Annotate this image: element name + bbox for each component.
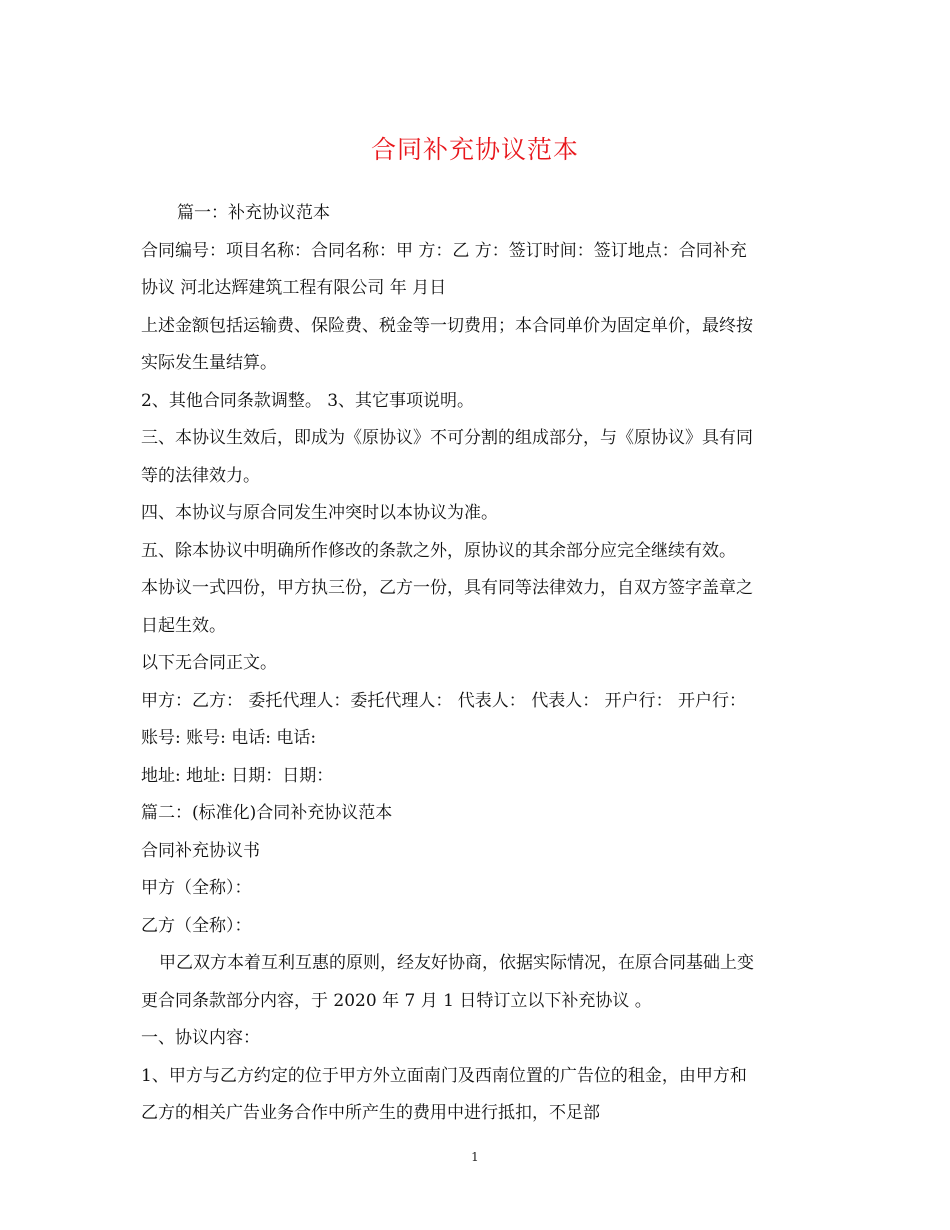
signature-line: 甲方：乙方： 委托代理人：委托代理人： 代表人： 代表人： 开户行： 开户行： <box>141 690 747 711</box>
document-title: 合同补充协议范本 <box>370 135 579 164</box>
paragraph-line: 本协议一式四份，甲方执三份，乙方一份，具有同等法律效力，自双方签字盖章之 <box>141 578 753 598</box>
paragraph-line: 甲乙双方本着互利互惠的原则，经友好协商，依据实际情况，在原合同基础上变 <box>159 953 754 973</box>
paragraph-line: 2、其他合同条款调整。 3、其它事项说明。 <box>141 390 475 411</box>
paragraph-line: 更合同条款部分内容，于 2020 年 7 月 1 日特订立以下补充协议 。 <box>141 990 652 1011</box>
paragraph-line: 四、本协议与原合同发生冲突时以本协议为准。 <box>141 503 498 523</box>
paragraph-line: 乙方的相关广告业务合作中所产生的费用中进行抵扣，不足部 <box>141 1103 600 1123</box>
section-heading-1: 篇一：补充协议范本 <box>177 203 330 223</box>
party-a-line: 甲方（全称）： <box>141 878 252 898</box>
page-number: 1 <box>471 1150 479 1164</box>
signature-line: 账号: 账号: 电话: 电话: <box>141 728 317 748</box>
paragraph-line: 合同补充协议书 <box>141 840 260 861</box>
paragraph-line: 等的法律效力。 <box>141 465 260 486</box>
paragraph-line: 三、本协议生效后，即成为《原协议》不可分割的组成部分，与《原协议》具有同 <box>141 428 753 448</box>
paragraph-line: 以下无合同正文。 <box>141 653 277 673</box>
document-body <box>141 203 821 1141</box>
signature-line: 地址: 地址: 日期：日期： <box>141 765 334 786</box>
paragraph-line: 合同编号：项目名称：合同名称：甲 方：乙 方：签订时间：签订地点：合同补充 <box>141 240 747 261</box>
paragraph-line: 1、甲方与乙方约定的位于甲方外立面南门及西南位置的广告位的租金，由甲方和 <box>141 1065 747 1086</box>
paragraph-line: 上述金额包括运输费、保险费、税金等一切费用；本合同单价为固定单价，最终按 <box>141 315 753 336</box>
section-heading-2: 篇二：(标准化)合同补充协议范本 <box>141 803 393 823</box>
paragraph-line: 五、除本协议中明确所作修改的条款之外，原协议的其余部分应完全继续有效。 <box>141 540 736 561</box>
paragraph-line: 协议 河北达辉建筑工程有限公司 年 月日 <box>141 278 447 298</box>
paragraph-line: 日起生效。 <box>141 615 226 636</box>
party-b-line: 乙方（全称）： <box>141 915 252 936</box>
paragraph-line: 一、协议内容： <box>141 1028 260 1048</box>
paragraph-line: 实际发生量结算。 <box>141 353 277 373</box>
